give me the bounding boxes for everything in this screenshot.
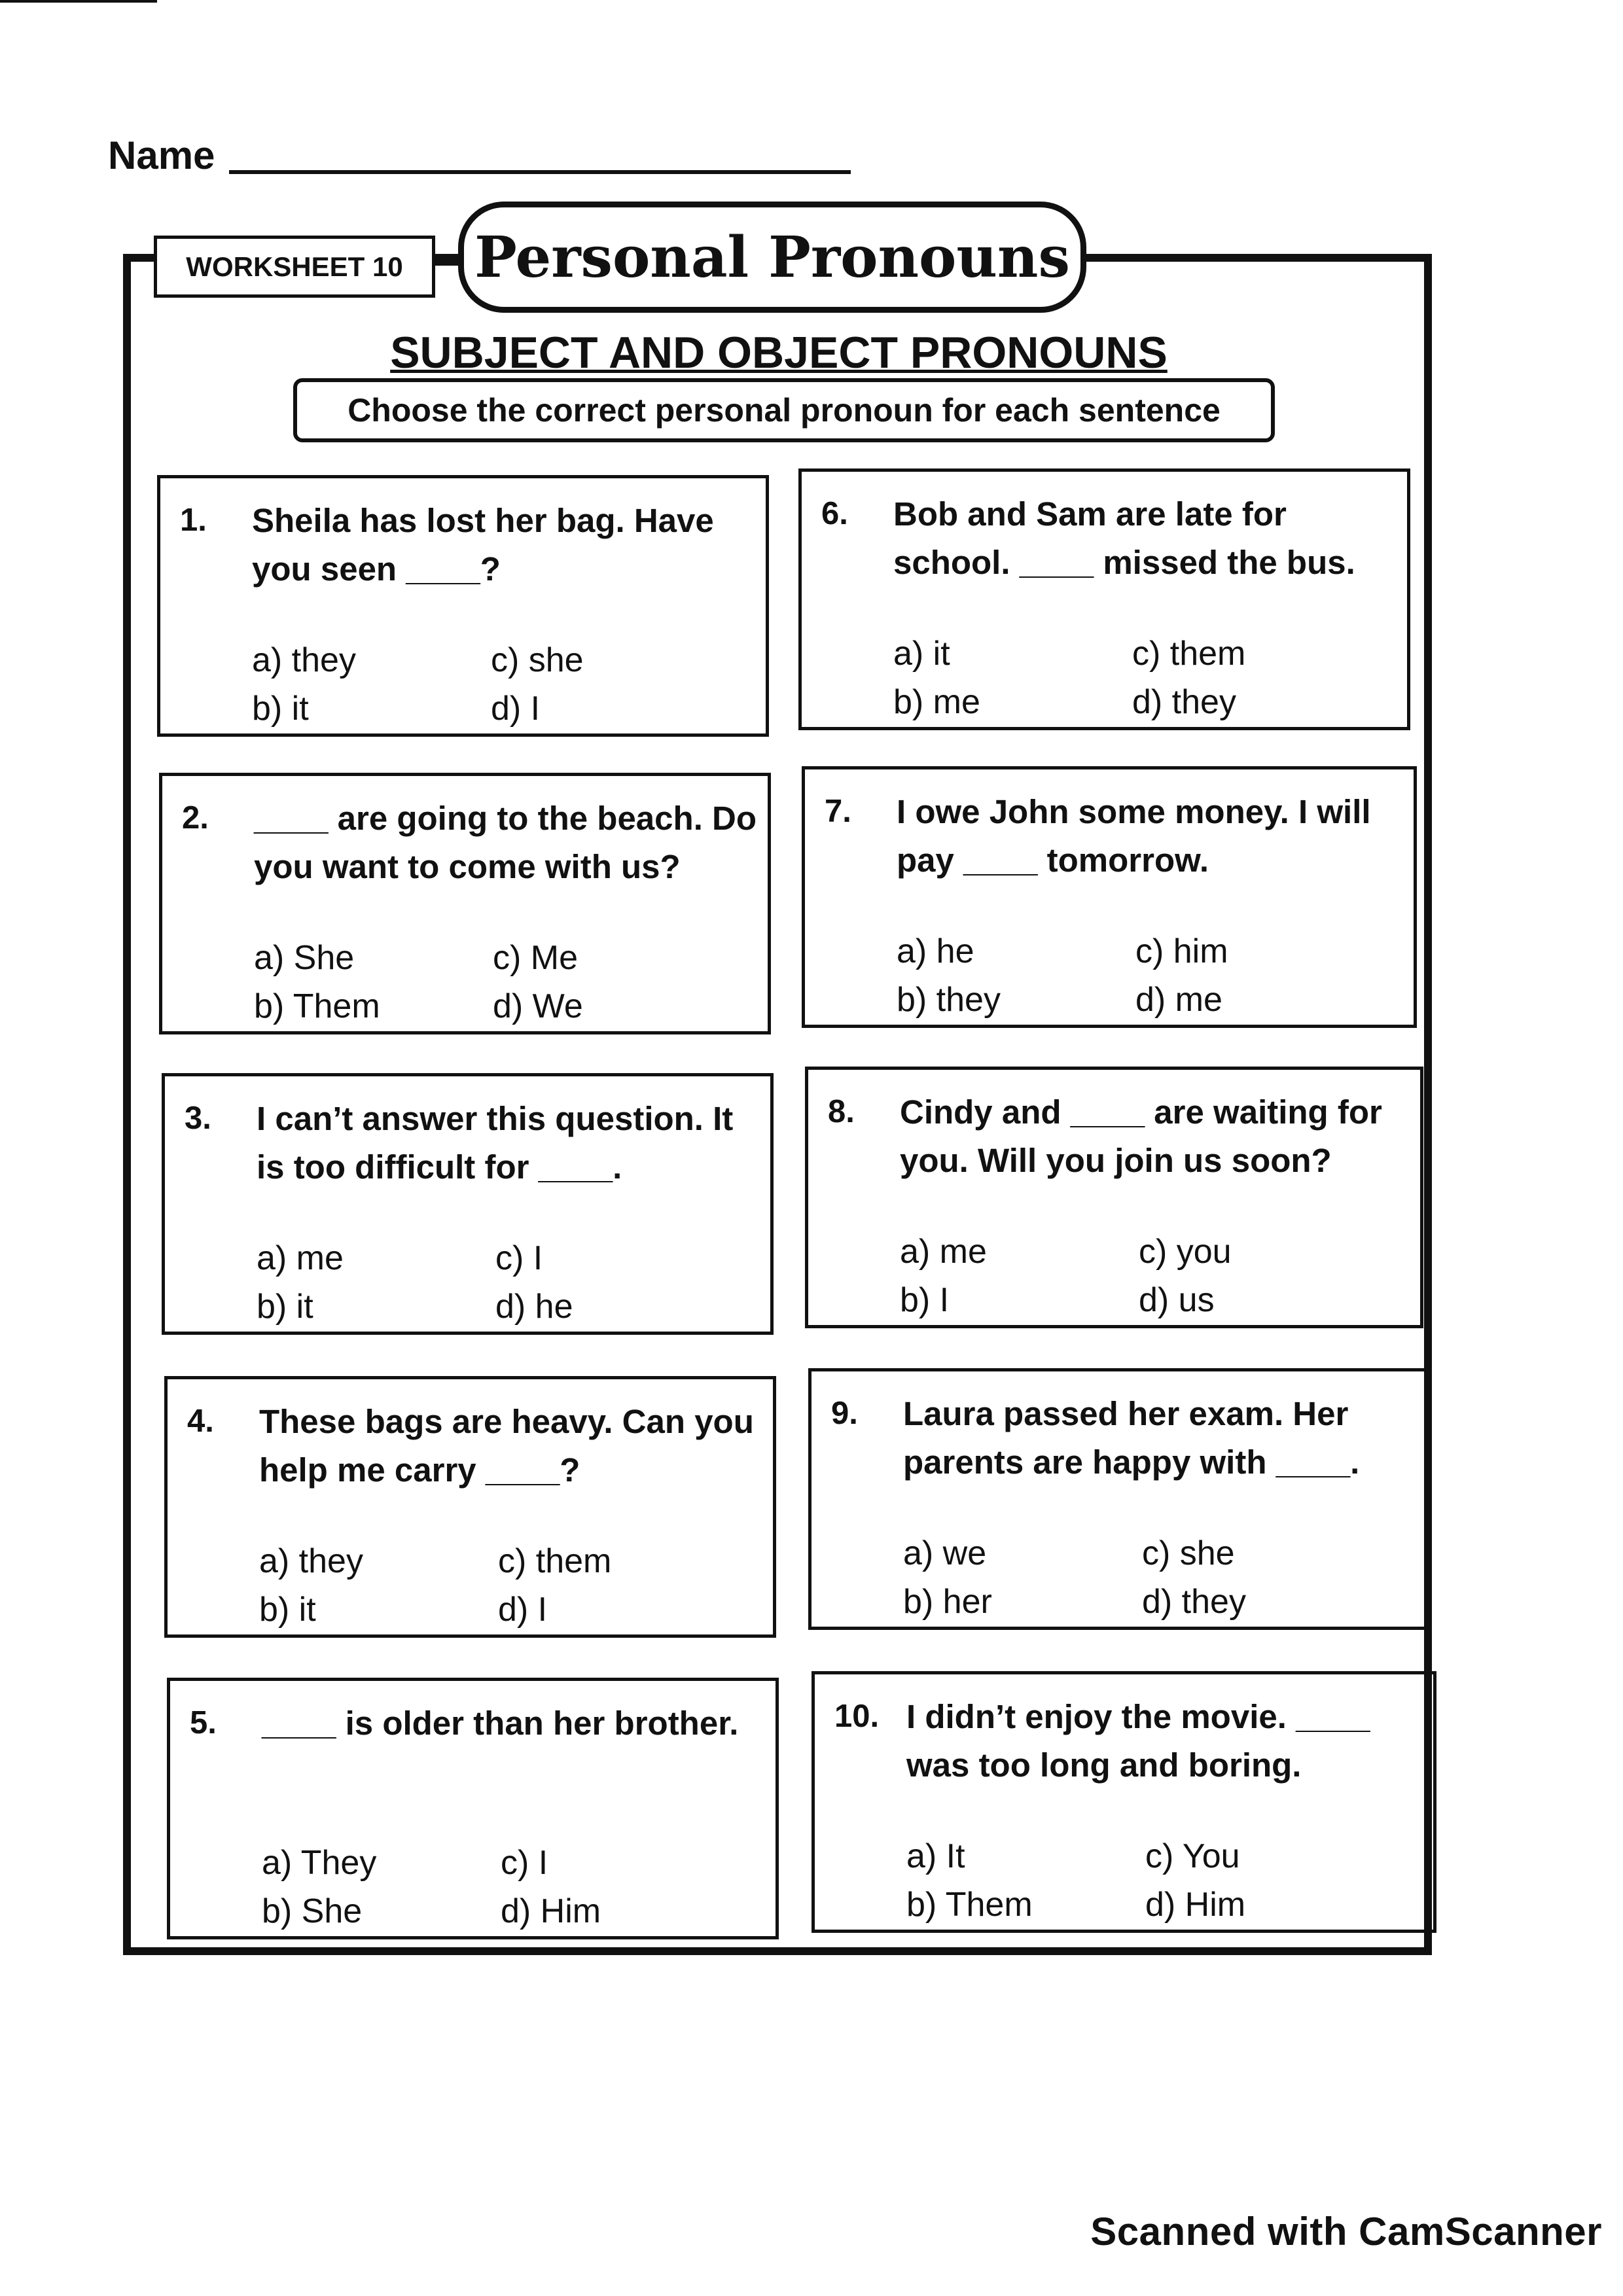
question-text: Laura passed her exam. Her parents are happy with ____.: [903, 1395, 1360, 1481]
option-b[interactable]: b) it: [257, 1288, 313, 1326]
option-b[interactable]: b) it: [259, 1591, 316, 1629]
option-b[interactable]: b) her: [903, 1583, 992, 1621]
option-c[interactable]: c) she: [1142, 1534, 1235, 1572]
option-c[interactable]: c) him: [1135, 932, 1228, 970]
option-a[interactable]: a) They: [262, 1844, 377, 1882]
question-box-2: [159, 773, 771, 1034]
option-b[interactable]: b) Them: [254, 987, 380, 1025]
option-d[interactable]: d) they: [1142, 1583, 1246, 1621]
option-a[interactable]: a) it: [893, 635, 950, 673]
option-c[interactable]: c) them: [498, 1542, 612, 1580]
option-c[interactable]: c) I: [501, 1844, 548, 1882]
option-d[interactable]: d) me: [1135, 981, 1222, 1019]
option-c[interactable]: c) You: [1145, 1837, 1240, 1875]
option-d[interactable]: d) he: [495, 1288, 573, 1326]
corner-mark: [0, 0, 157, 3]
option-d[interactable]: d) I: [491, 690, 541, 728]
instruction-box: Choose the correct personal pronoun for each sentence: [293, 378, 1275, 442]
question-text: I didn’t enjoy the movie. ____ was too long and boring.: [906, 1698, 1370, 1784]
name-row: [108, 133, 851, 177]
question-number: 3.: [185, 1101, 211, 1136]
name-blank-line[interactable]: [229, 170, 851, 174]
question-box-1: [157, 475, 769, 737]
option-b[interactable]: b) me: [893, 683, 980, 721]
question-text: I owe John some money. I will pay ____ tomorrow.: [897, 793, 1371, 879]
question-box-4: [164, 1376, 776, 1638]
option-a[interactable]: a) It: [906, 1837, 965, 1875]
option-b[interactable]: b) they: [897, 981, 1001, 1019]
option-c[interactable]: c) Me: [493, 939, 578, 977]
option-a[interactable]: a) She: [254, 939, 355, 977]
question-number: 8.: [828, 1094, 855, 1129]
option-a[interactable]: a) he: [897, 932, 974, 970]
option-d[interactable]: d) I: [498, 1591, 548, 1629]
question-box-10: [812, 1671, 1436, 1933]
option-d[interactable]: d) Him: [1145, 1886, 1246, 1924]
option-a[interactable]: a) me: [900, 1233, 987, 1271]
question-text: Bob and Sam are late for school. ____ missed the bus.: [893, 495, 1355, 581]
option-d[interactable]: d) they: [1132, 683, 1236, 721]
option-c[interactable]: c) she: [491, 641, 584, 679]
option-b[interactable]: b) I: [900, 1281, 950, 1319]
subtitle: SUBJECT AND OBJECT PRONOUNS: [390, 328, 1168, 378]
option-d[interactable]: d) Him: [501, 1892, 601, 1930]
question-text: ____ are going to the beach. Do you want to come with us?: [254, 800, 757, 885]
question-text: Cindy and ____ are waiting for you. Will you join us soon?: [900, 1093, 1382, 1179]
question-number: 7.: [825, 794, 851, 829]
option-c[interactable]: c) you: [1139, 1233, 1232, 1271]
question-number: 10.: [834, 1699, 880, 1734]
question-box-8: [805, 1067, 1423, 1328]
option-d[interactable]: d) us: [1139, 1281, 1215, 1319]
question-text: These bags are heavy. Can you help me carry ____?: [259, 1403, 754, 1489]
option-b[interactable]: b) She: [262, 1892, 363, 1930]
option-a[interactable]: a) we: [903, 1534, 987, 1572]
question-number: 5.: [190, 1705, 217, 1740]
name-label: Name: [108, 133, 215, 177]
question-number: 1.: [180, 503, 207, 538]
question-text: ____ is older than her brother.: [262, 1704, 739, 1742]
worksheet-label: WORKSHEET 10: [154, 236, 435, 298]
question-box-7: [802, 766, 1417, 1028]
header-connector: [435, 262, 461, 266]
scanner-watermark: Scanned with CamScanner: [1090, 2210, 1602, 2253]
option-c[interactable]: c) I: [495, 1239, 543, 1277]
question-box-5: [167, 1678, 779, 1939]
option-a[interactable]: a) me: [257, 1239, 344, 1277]
question-number: 6.: [821, 496, 848, 531]
option-b[interactable]: b) Them: [906, 1886, 1033, 1924]
option-c[interactable]: c) them: [1132, 635, 1246, 673]
option-d[interactable]: d) We: [493, 987, 583, 1025]
question-text: Sheila has lost her bag. Have you seen ____?: [252, 502, 714, 588]
question-box-3: [162, 1073, 774, 1335]
question-box-6: [798, 468, 1410, 730]
question-number: 2.: [182, 800, 209, 836]
option-b[interactable]: b) it: [252, 690, 309, 728]
question-text: I can’t answer this question. It is too difficult for ____.: [257, 1100, 734, 1186]
question-number: 4.: [187, 1404, 214, 1439]
option-a[interactable]: a) they: [252, 641, 356, 679]
question-box-9: [808, 1368, 1430, 1630]
option-a[interactable]: a) they: [259, 1542, 363, 1580]
page-title: Personal Pronouns: [458, 202, 1086, 313]
question-number: 9.: [831, 1396, 858, 1431]
